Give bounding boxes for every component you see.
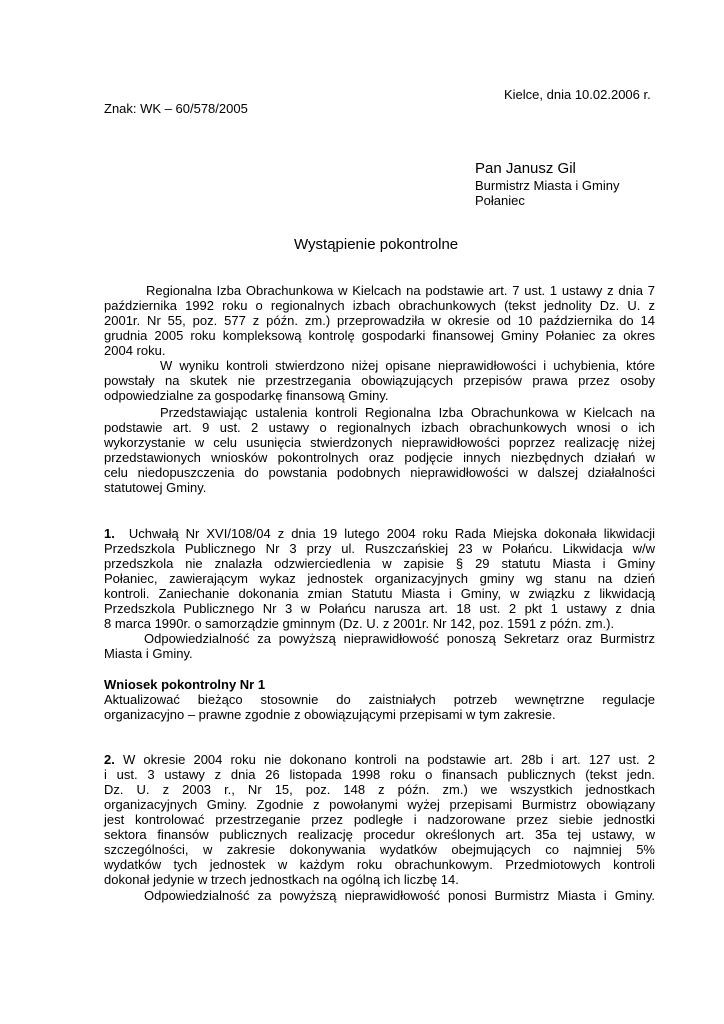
paragraph-line: Przedszkola Publicznego Nr 3 przy ul. Ruszczańskiej 23 w Połańcu. Likwidacja w/w xyxy=(104,541,655,556)
finding-1 xyxy=(104,526,655,631)
paragraph-line: odpowiedzialne za gospodarkę finansową Gminy. xyxy=(104,388,389,403)
paragraph-line: Połaniec, zawierającym wykaz jednostek organizacyjnych gminy wg stanu na dzień xyxy=(104,571,655,586)
paragraph-line: kontroli. Zaniechanie dokonania zmian Statutu Miasta i Gminy, w związku z likwidacją xyxy=(104,586,655,601)
paragraph-line: powstały na skutek nie przestrzegania obowiązujących przepisów prawa przez osoby xyxy=(104,373,655,388)
paragraph-line: jest kontrolować przestrzeganie przez podległe i nadzorowane przez siebie jednostki xyxy=(104,812,655,827)
paragraph-line-text: W okresie 2004 roku nie dokonano kontroli na podstawie art. 28b i art. 127 ust. 2 xyxy=(123,752,655,767)
paragraph-line: przedstawionych wniosków pokontrolnych oraz podjęcie innych niezbędnych działań w xyxy=(104,450,655,465)
recommendation-1 xyxy=(104,677,655,722)
paragraph-line: celu niedopuszczenia do powstania podobnych nieprawidłowości w dalszej działalności xyxy=(104,465,655,480)
paragraph-line: sektora finansów publicznych realizację procedur określonych art. 35a tej ustawy, w xyxy=(104,827,655,842)
paragraph-line: Odpowiedzialność za powyższą nieprawidłowość ponosi Burmistrz Miasta i Gminy. xyxy=(144,888,655,903)
finding-number: 2. xyxy=(104,752,115,767)
paragraph-line: 8 marca 1990r. o samorządzie gminnym (Dz. U. z 2001r. Nr 142, poz. 1591 z późn. zm.). xyxy=(104,616,615,631)
finding-2 xyxy=(104,752,655,887)
paragraph-line: szczególności, w zakresie dokonywania wydatków obejmujących co najmniej 5% xyxy=(104,842,655,857)
paragraph-line: Regionalna Izba Obrachunkowa w Kielcach na podstawie art. 7 ust. 1 ustawy z dnia 7 xyxy=(146,283,655,298)
paragraph-line: Dz. U. z 2003 r., Nr 15, poz. 148 z późn. zm.) we wszystkich jednostkach xyxy=(104,782,655,797)
paragraph-line xyxy=(104,526,655,541)
responsibility-1 xyxy=(104,631,655,661)
place-date: Kielce, dnia 10.02.2006 r. xyxy=(504,87,651,102)
paragraph-line: Przedszkola Publicznego Nr 3 w Połańcu narusza art. 18 ust. 2 pkt 1 ustawy z dnia xyxy=(104,601,655,616)
paragraph-request xyxy=(104,405,655,495)
recipient-place: Połaniec xyxy=(475,193,525,208)
paragraph-line xyxy=(104,752,655,767)
paragraph-line: dokonał jedynie w trzech jednostkach na ogólną ich liczbę 14. xyxy=(104,872,459,887)
paragraph-line: Odpowiedzialność za powyższą nieprawidłowość ponoszą Sekretarz oraz Burmistrz xyxy=(144,631,655,646)
paragraph-line: wydatków tych jednostek w każdym roku obrachunkowym. Przedmiotowych kontroli xyxy=(104,857,655,872)
document-title: Wystąpienie pokontrolne xyxy=(294,236,459,253)
paragraph-line: wykorzystanie w celu usunięcia stwierdzonych nieprawidłowości poprzez realizację niżej xyxy=(104,435,655,450)
paragraph-intro xyxy=(104,283,655,358)
paragraph-line: października 1992 roku o regionalnych izbach obrachunkowych (tekst jednolity Dz. U. z xyxy=(104,298,655,313)
paragraph-line: i ust. 3 ustawy z dnia 26 listopada 1998 roku o finansach publicznych (tekst jedn. xyxy=(104,767,655,782)
paragraph-line: 2001r. Nr 55, poz. 577 z późn. zm.) przeprowadziła w okresie od 10 października do 14 xyxy=(104,313,655,328)
finding-number: 1. xyxy=(104,526,115,541)
paragraph-line: podstawie art. 9 ust. 2 ustawy o regionalnych izbach obrachunkowych wnosi o ich xyxy=(104,420,655,435)
recipient-position: Burmistrz Miasta i Gminy xyxy=(475,178,620,193)
paragraph-line: Aktualizować bieżąco stosownie do zaistniałych potrzeb wewnętrzne regulacje xyxy=(104,692,655,707)
paragraph-line: grudnia 2005 roku kompleksową kontrolę gospodarki finansowej Gminy Połaniec za okres xyxy=(104,328,655,343)
paragraph-line: W wyniku kontroli stwierdzono niżej opisane nieprawidłowości i uchybienia, które xyxy=(160,358,655,373)
responsibility-2 xyxy=(104,888,655,903)
paragraph-line: Miasta i Gminy. xyxy=(104,646,193,661)
paragraph-line: 2004 roku. xyxy=(104,343,166,358)
paragraph-line: przedszkola nie znalazła odzwierciedlenia w zapisie § 29 statutu Miasta i Gminy xyxy=(104,556,655,571)
paragraph-findings xyxy=(104,358,655,403)
paragraph-line: Przedstawiając ustalenia kontroli Regionalna Izba Obrachunkowa w Kielcach na xyxy=(160,405,655,420)
reference-number: Znak: WK – 60/578/2005 xyxy=(104,101,248,116)
paragraph-line: organizacyjnych Gminy. Zgodnie z powołanymi wyżej przepisami Burmistrz obowiązany xyxy=(104,797,655,812)
paragraph-line: statutowej Gminy. xyxy=(104,480,207,495)
recommendation-heading: Wniosek pokontrolny Nr 1 xyxy=(104,677,266,692)
paragraph-line-text: Uchwałą Nr XVI/108/04 z dnia 19 lutego 2004 roku Rada Miejska dokonała likwidacji xyxy=(128,526,655,541)
paragraph-line: organizacyjno – prawne zgodnie z obowiązującymi przepisami w tym zakresie. xyxy=(104,707,556,722)
recipient-name: Pan Janusz Gil xyxy=(475,160,576,177)
